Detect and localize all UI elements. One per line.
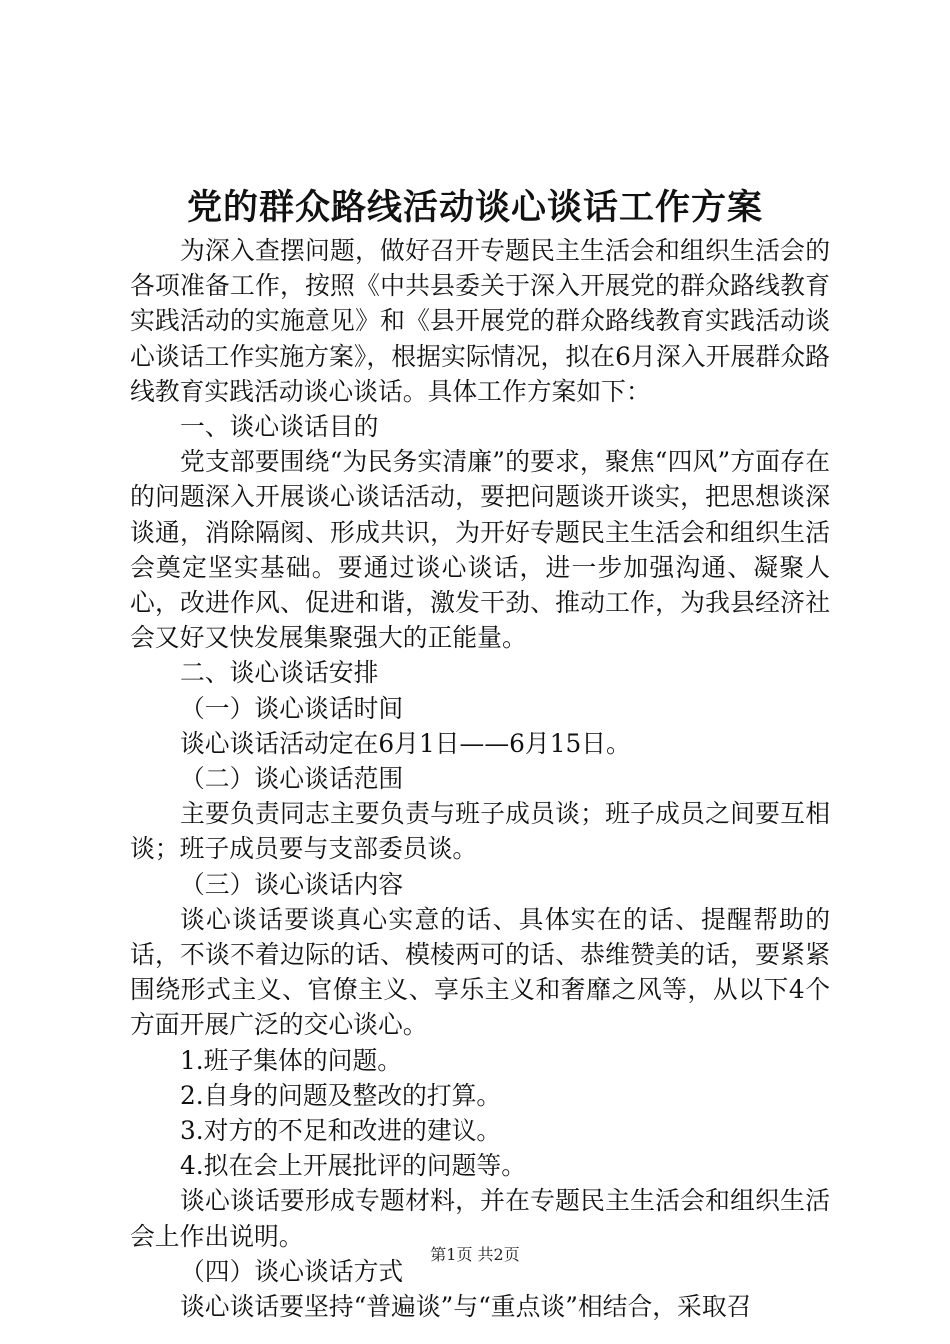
list-item-1: 1.班子集体的问题。	[180, 1045, 403, 1075]
subheading-time: （一）谈心谈话时间	[180, 693, 404, 723]
paragraph-method: 谈心谈话要坚持“普遍谈”与“重点谈”相结合，采取召	[180, 1292, 752, 1322]
list-item-3: 3.对方的不足和改进的建议。	[180, 1116, 502, 1146]
paragraph-materials: 谈心谈话要形成专题材料，并在专题民主生活会和组织生活会上作出说明。	[130, 1186, 830, 1251]
list-item-2: 2.自身的问题及整改的打算。	[180, 1080, 502, 1110]
page-footer: 第1页 共2页	[430, 1245, 520, 1264]
subheading-scope: （二）谈心谈话范围	[180, 764, 404, 794]
document-body	[130, 233, 830, 1324]
subheading-method: （四）谈心谈话方式	[180, 1256, 404, 1286]
paragraph-content: 谈心谈话要谈真心实意的话、具体实在的话、提醒帮助的话，不谈不着边际的话、模棱两可的话、恭维赞美的话，要紧紧围绕形式主义、官僚主义、享乐主义和奢靡之风等，从以下4个方面开展广泛的交心谈心。	[130, 904, 830, 1040]
list-item-4: 4.拟在会上开展批评的问题等。	[180, 1151, 527, 1181]
paragraph-time: 谈心谈话活动定在6月1日——6月15日。	[180, 728, 631, 758]
document-title: 党的群众路线活动谈心谈话工作方案	[186, 188, 763, 228]
heading-arrangement: 二、谈心谈话安排	[180, 658, 379, 688]
paragraph-scope: 主要负责同志主要负责与班子成员谈；班子成员之间要互相谈；班子成员要与支部委员谈。	[130, 799, 830, 864]
paragraph-intro: 为深入查摆问题，做好召开专题民主生活会和组织生活会的各项准备工作，按照《中共县委关于深入开展党的群众路线教育实践活动的实施意见》和《县开展党的群众路线教育实践活动谈心谈话工作实施方案》，根据实际情况，拟在6月深入开展群众路线教育实践活动谈心谈话。具体工作方案如下：	[130, 236, 830, 406]
paragraph-purpose: 党支部要围绕“为民务实清廉”的要求，聚焦“四风”方面存在的问题深入开展谈心谈话活动，要把问题谈开谈实，把思想谈深谈通，消除隔阂、形成共识，为开好专题民主生活会和组织生活会奠定坚实基础。要通过谈心谈话，进一步加强沟通、凝聚人心，改进作风、促进和谐，激发干劲、推动工作，为我县经济社会又好又快发展集聚强大的正能量。	[130, 447, 830, 653]
subheading-content: （三）谈心谈话内容	[180, 869, 404, 899]
heading-purpose: 一、谈心谈话目的	[180, 412, 379, 442]
